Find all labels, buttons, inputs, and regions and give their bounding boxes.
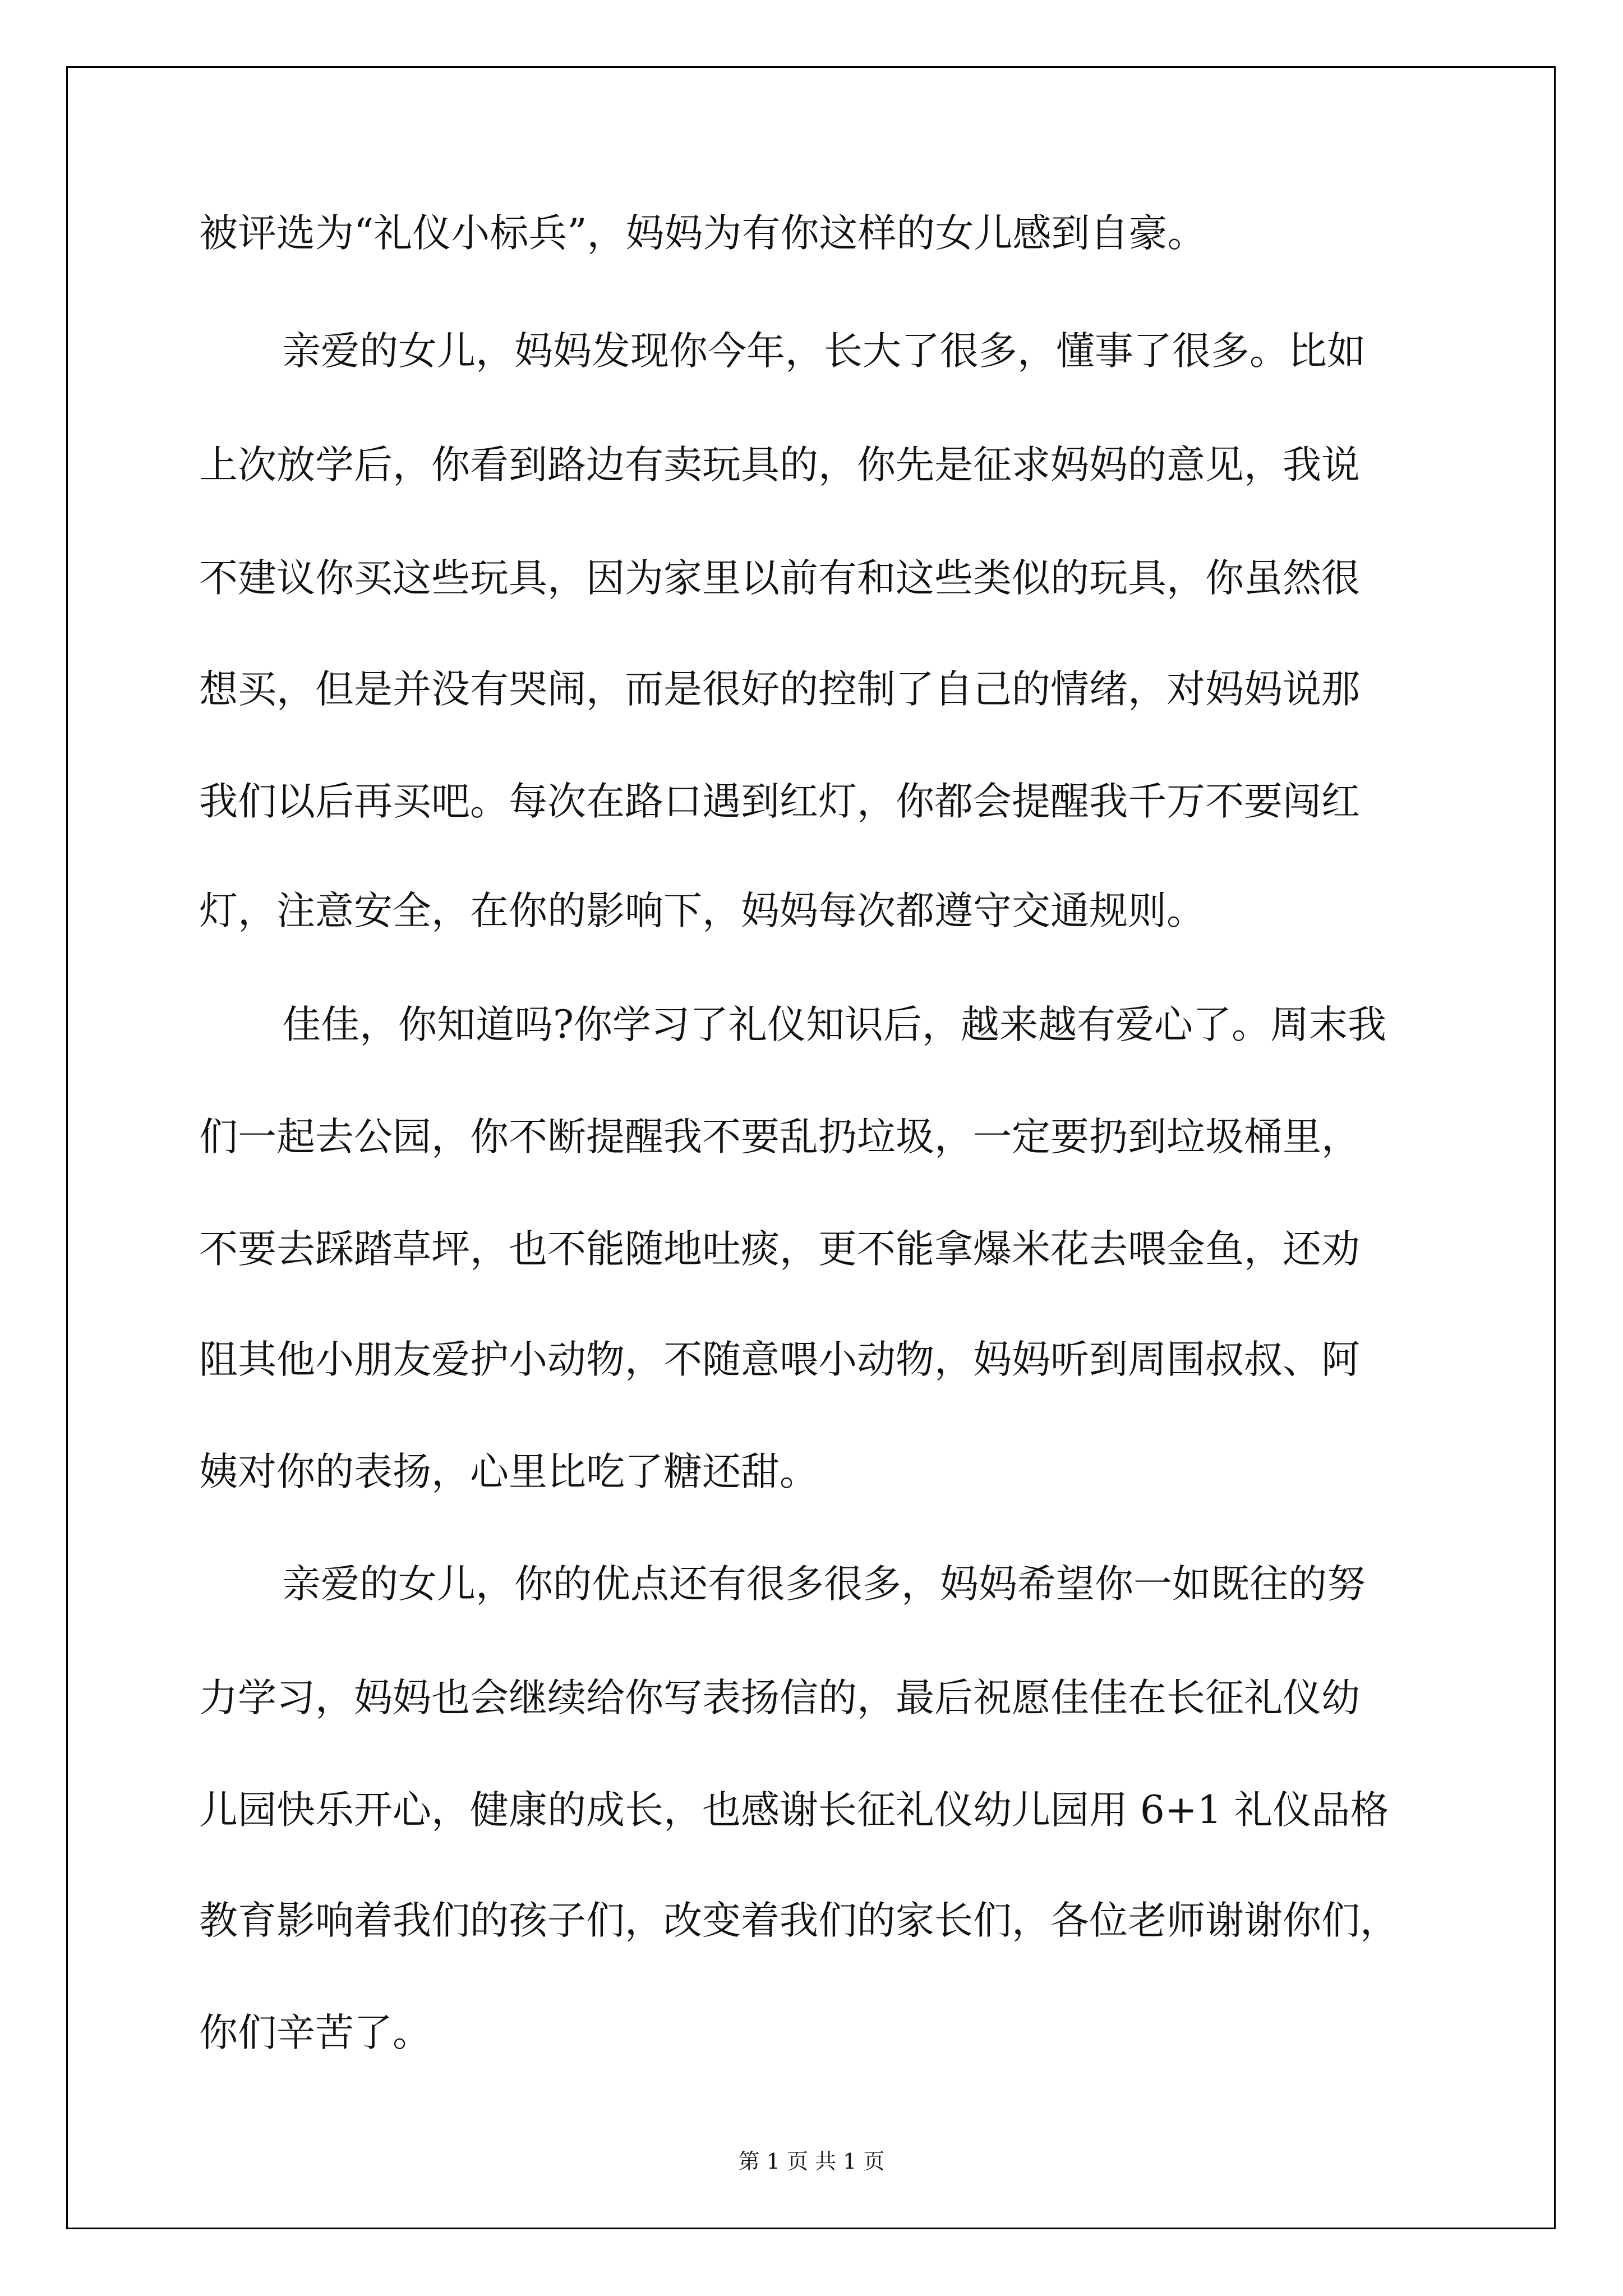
paragraph-first-line: 佳佳，你知道吗?你学习了礼仪知识后，越来越有爱心了。周末我 <box>282 1002 1386 1047</box>
text-line: 姨对你的表扬，心里比吃了糖还甜。 <box>199 1450 818 1494</box>
text-line: 们一起去公园，你不断提醒我不要乱扔垃圾，一定要扔到垃圾桶里， <box>199 1115 1360 1159</box>
page-footer: 第 1 页 共 1 页 <box>738 2149 885 2174</box>
text-line: 被评选为“礼仪小标兵”，妈妈为有你这样的女儿感到自豪。 <box>199 211 1206 256</box>
text-line: 阻其他小朋友爱护小动物，不随意喂小动物，妈妈听到周围叔叔、阿 <box>199 1337 1360 1382</box>
text-line: 力学习，妈妈也会继续给你写表扬信的，最后祝愿佳佳在长征礼仪幼 <box>199 1676 1360 1720</box>
text-line: 不要去踩踏草坪，也不能随地吐痰，更不能拿爆米花去喂金鱼，还劝 <box>199 1227 1360 1272</box>
text-line: 灯，注意安全，在你的影响下，妈妈每次都遵守交通规则。 <box>199 889 1205 933</box>
text-line: 想买，但是并没有哭闹，而是很好的控制了自己的情绪，对妈妈说那 <box>199 667 1360 712</box>
text-line: 你们辛苦了。 <box>199 2010 431 2055</box>
text-line: 教育影响着我们的孩子们，改变着我们的家长们，各位老师谢谢你们， <box>199 1898 1399 1943</box>
paragraph-first-line: 亲爱的女儿，妈妈发现你今年，长大了很多，懂事了很多。比如 <box>282 329 1366 374</box>
text-line: 儿园快乐开心，健康的成长，也感谢长征礼仪幼儿园用 6+1 礼仪品格 <box>199 1788 1389 1833</box>
text-line: 我们以后再买吧。每次在路口遇到红灯，你都会提醒我千万不要闯红 <box>199 779 1360 824</box>
paragraph-first-line: 亲爱的女儿，你的优点还有很多很多，妈妈希望你一如既往的努 <box>282 1562 1366 1607</box>
text-line: 不建议你买这些玩具，因为家里以前有和这些类似的玩具，你虽然很 <box>199 556 1360 601</box>
text-line: 上次放学后，你看到路边有卖玩具的，你先是征求妈妈的意见，我说 <box>199 443 1360 487</box>
document-body <box>199 0 1444 2076</box>
